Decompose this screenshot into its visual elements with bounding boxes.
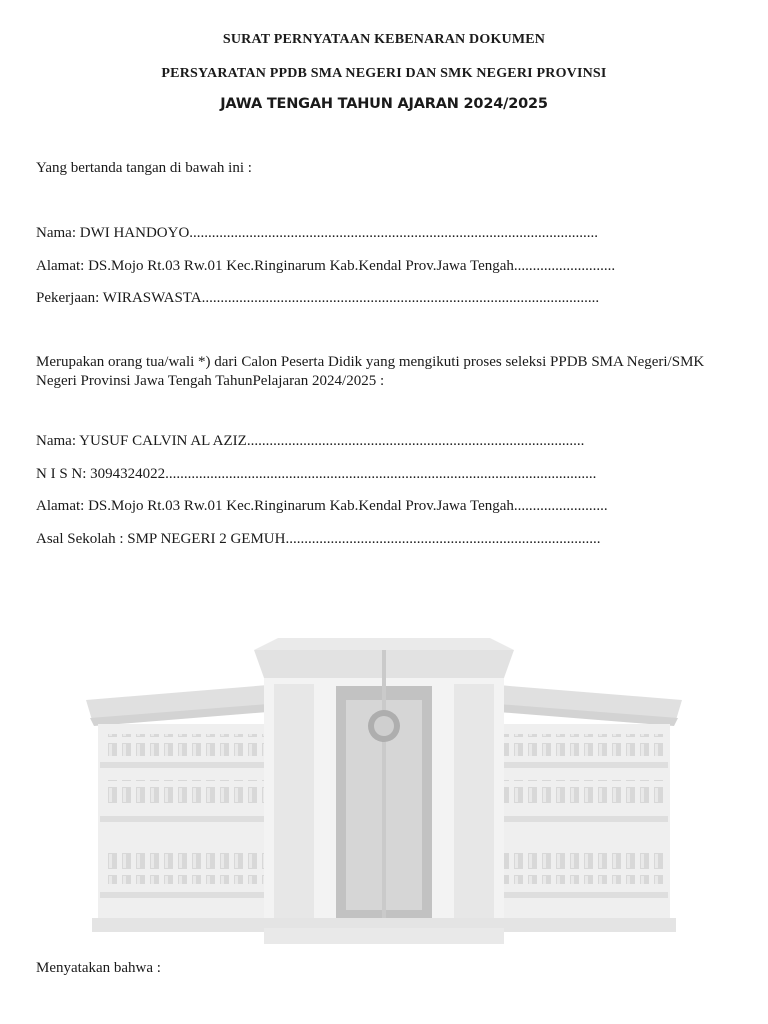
parent-name-field: Nama: DWI HANDOYO............................................................................................................. — [36, 225, 599, 241]
parent-address-field: Alamat: DS.Mojo Rt.03 Rw.01 Kec.Ringinarum Kab.Kendal Prov.Jawa Tengah........................... — [36, 258, 616, 274]
intro-text: Yang bertanda tangan di bawah ini : — [36, 160, 252, 176]
parent-occupation-field: Pekerjaan: WIRASWASTA.......................................................................................................... — [36, 290, 600, 306]
document-title-line-1: SURAT PERNYATAAN KEBENARAN DOKUMEN — [222, 32, 546, 47]
student-address-field: Alamat: DS.Mojo Rt.03 Rw.01 Kec.Ringinarum Kab.Kendal Prov.Jawa Tengah......................... — [36, 498, 608, 514]
student-school-field: Asal Sekolah : SMP NEGERI 2 GEMUH.................................................................................... — [36, 531, 601, 547]
closing-text: Menyatakan bahwa : — [36, 960, 161, 976]
document-title-line-2: PERSYARATAN PPDB SMA NEGERI DAN SMK NEGERI PROVINSI — [161, 66, 607, 81]
student-name-field: Nama: YUSUF CALVIN AL AZIZ.......................................................................................... — [36, 433, 585, 449]
document-title-line-3: JAWA TENGAH TAHUN AJARAN 2024/2025 — [220, 96, 548, 112]
student-nisn-field: N I S N: 3094324022................................................................................................................... — [36, 466, 597, 482]
statement-paragraph: Merupakan orang tua/wali *) dari Calon Peserta Didik yang mengikuti proses seleksi PPDB SMA Negeri/SMK Negeri Provinsi Jawa Tengah TahunPelajaran 2024/2025 : — [36, 354, 705, 389]
building-watermark-image — [78, 630, 690, 948]
